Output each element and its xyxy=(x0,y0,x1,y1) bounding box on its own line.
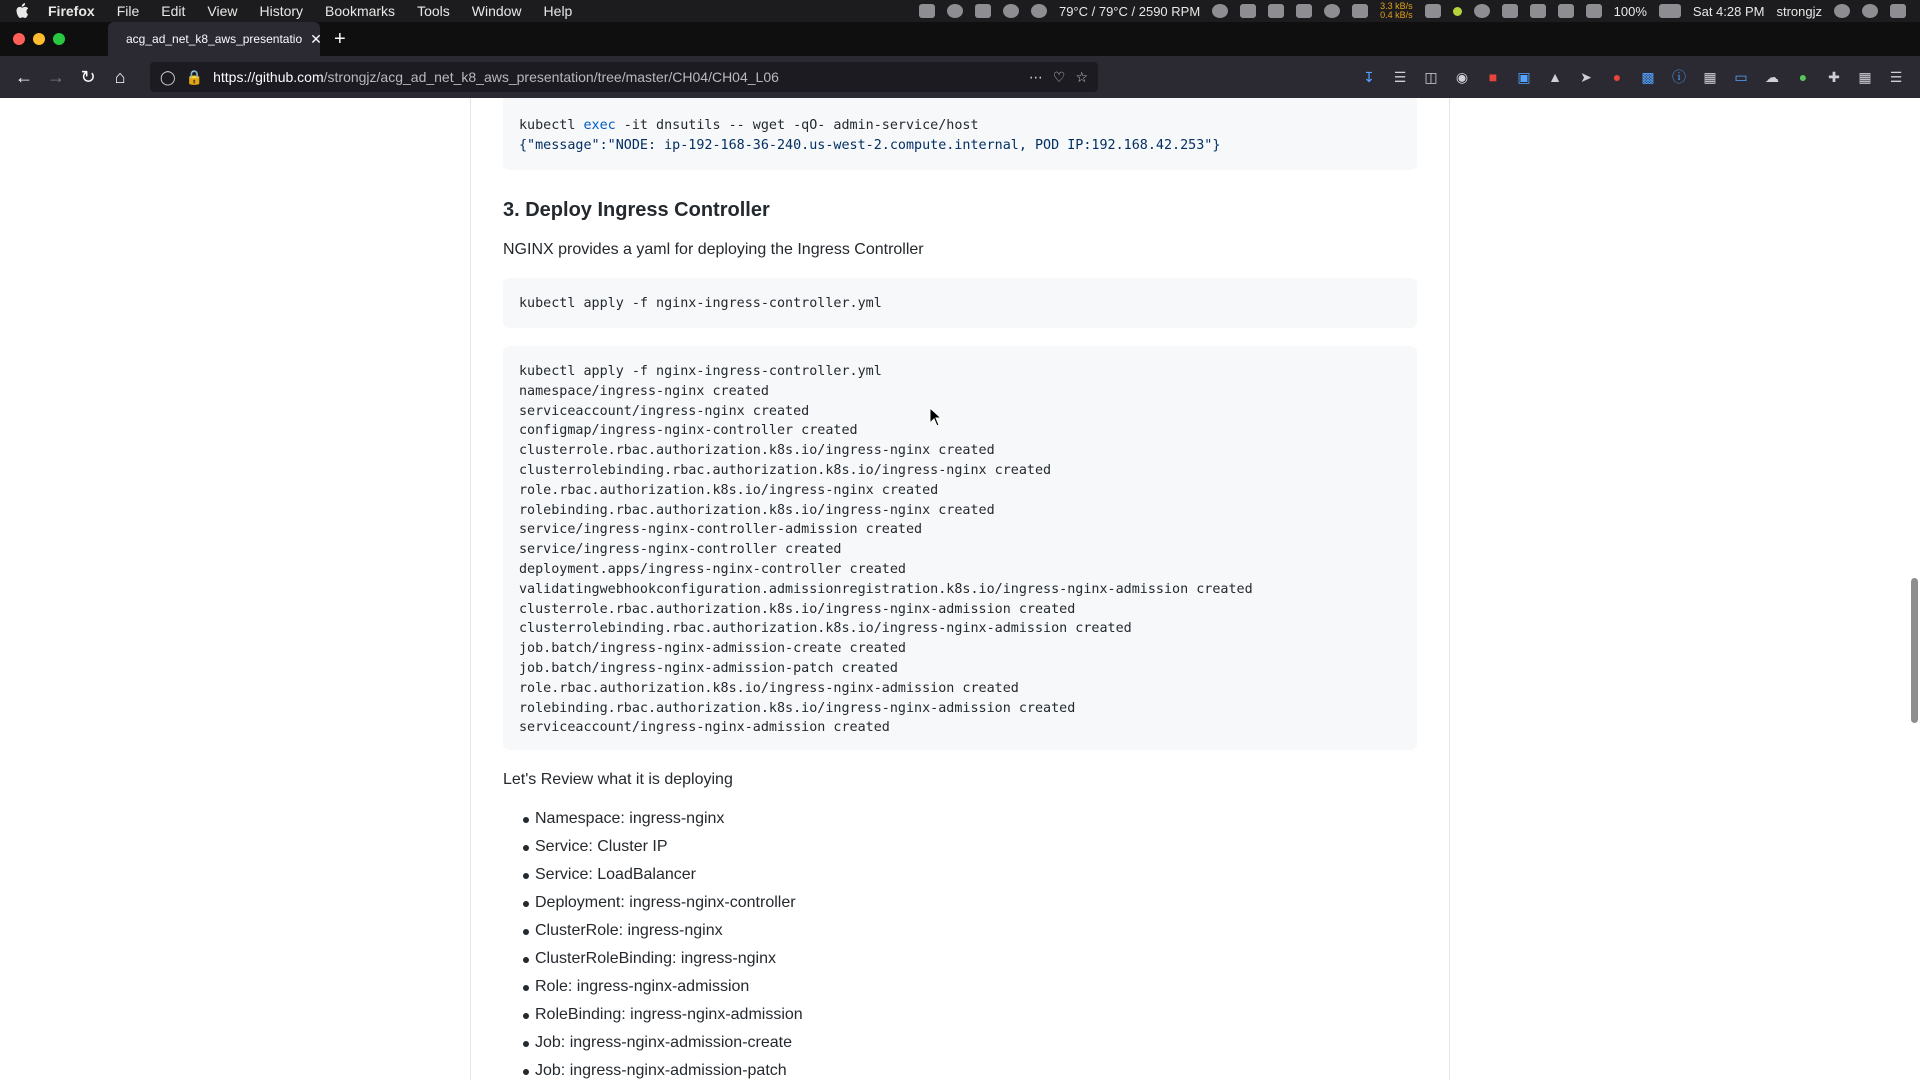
apply-command-block xyxy=(503,278,1417,328)
output-line: clusterrole.rbac.authorization.k8s.io/ingress-nginx-admission created xyxy=(519,601,1076,617)
list-item: Job: ingress-nginx-admission-patch xyxy=(503,1057,1417,1085)
extension-badge-icon[interactable]: ● xyxy=(1612,69,1622,85)
menu-window[interactable]: Window xyxy=(471,3,522,19)
window-controls xyxy=(0,33,100,45)
airplay-icon[interactable] xyxy=(1558,4,1574,18)
glasses-icon[interactable] xyxy=(1296,4,1312,18)
battery-icon[interactable] xyxy=(1659,4,1681,18)
new-tab-button[interactable]: + xyxy=(334,27,346,50)
list-item: Deployment: ingress-nginx-controller xyxy=(503,889,1417,917)
memory-bars-icon[interactable] xyxy=(1425,4,1441,18)
code-keyword: exec xyxy=(583,118,616,133)
fullscreen-window-icon[interactable] xyxy=(53,33,65,45)
back-arrow-icon[interactable]: ← xyxy=(15,66,33,87)
review-heading: Let's Review what it is deploying xyxy=(503,771,733,788)
cloud-sync-icon[interactable] xyxy=(1003,4,1019,18)
output-line: job.batch/ingress-nginx-admission-create created xyxy=(519,641,906,657)
forward-arrow-icon[interactable]: → xyxy=(47,66,65,87)
hand-icon[interactable] xyxy=(1352,4,1368,18)
volume-icon[interactable] xyxy=(1586,4,1602,18)
pocket-icon[interactable]: ♡ xyxy=(1052,68,1066,85)
code-output: {"message":"NODE: ip-192-168-36-240.us-west-2.compute.internal, POD IP:192.168.42.253"} xyxy=(519,137,1221,153)
bluetooth-icon[interactable] xyxy=(1502,4,1518,18)
list-item: Service: LoadBalancer xyxy=(503,861,1417,889)
bookmark-star-icon[interactable]: ☆ xyxy=(1075,68,1088,85)
extensions-menu-icon[interactable]: ▦ xyxy=(1858,68,1872,85)
list-item: Role: ingress-nginx-admission xyxy=(503,973,1417,1001)
url-host: https://github.com xyxy=(213,69,324,85)
tab-github-repo[interactable] xyxy=(108,22,320,56)
time-machine-icon[interactable] xyxy=(1474,4,1490,18)
output-line: job.batch/ingress-nginx-admission-patch created xyxy=(519,660,898,676)
wifi-icon[interactable] xyxy=(1530,4,1546,18)
temperature-readout[interactable]: 79°C / 79°C / 2590 RPM xyxy=(1058,3,1201,19)
navigation-bar xyxy=(0,56,1920,98)
page-viewport xyxy=(0,98,1920,1080)
url-bar[interactable] xyxy=(150,62,1098,92)
intro-paragraph: NGINX provides a yaml for deploying the Ingress Controller xyxy=(503,241,924,258)
list-item: RoleBinding: ingress-nginx-admission xyxy=(503,1001,1417,1029)
url-path: /strongjz/acg_ad_net_k8_aws_presentation/tree/master/CH04/CH04_L06 xyxy=(323,69,779,85)
home-icon[interactable]: ⌂ xyxy=(114,66,126,87)
extension-arrow-icon[interactable]: ➤ xyxy=(1580,68,1592,85)
network-download: 0.4 kB/s xyxy=(1380,10,1413,20)
close-tab-icon[interactable]: ✕ xyxy=(310,30,322,47)
extension-red-icon[interactable]: ■ xyxy=(1488,69,1498,85)
apply-output-block xyxy=(503,346,1417,750)
review-list xyxy=(503,805,1417,1085)
extension-translate-icon[interactable]: ▭ xyxy=(1734,68,1748,85)
extension-info-icon[interactable]: ⓘ xyxy=(1672,69,1686,85)
extension-s-icon[interactable]: ▣ xyxy=(1517,68,1531,85)
spotlight-search-icon[interactable] xyxy=(1834,4,1850,18)
hamburger-menu-icon[interactable]: ☰ xyxy=(1889,68,1903,85)
extension-cloud-icon[interactable]: ☁ xyxy=(1765,68,1779,85)
apple-logo-icon[interactable] xyxy=(14,3,30,19)
menubar-clock[interactable]: Sat 4:28 PM xyxy=(1692,3,1765,19)
moon-icon[interactable] xyxy=(1212,4,1228,18)
lock-icon[interactable]: 🔒 xyxy=(185,68,204,85)
menu-bookmarks[interactable]: Bookmarks xyxy=(325,3,396,19)
extension-chat-icon[interactable]: ▩ xyxy=(1641,68,1655,85)
output-line: clusterrole.rbac.authorization.k8s.io/ingress-nginx created xyxy=(519,443,995,459)
tab-title: acg_ad_net_k8_aws_presentatio xyxy=(126,32,303,46)
list-item: Service: Cluster IP xyxy=(503,833,1417,861)
output-line: serviceaccount/ingress-nginx-admission created xyxy=(519,720,890,736)
screen-record-icon[interactable] xyxy=(975,4,991,18)
list-item: ClusterRole: ingress-nginx xyxy=(503,917,1417,945)
wget-output-block xyxy=(503,98,1417,170)
menu-edit[interactable]: Edit xyxy=(161,3,186,19)
code-cmd-rest: -it dnsutils -- wget -qO- admin-service/host xyxy=(615,118,979,133)
sidebar-icon[interactable]: ◫ xyxy=(1424,68,1438,85)
output-line: configmap/ingress-nginx-controller created xyxy=(519,423,858,439)
library-icon[interactable]: ☰ xyxy=(1393,68,1407,85)
output-line: rolebinding.rbac.authorization.k8s.io/ingress-nginx created xyxy=(519,502,995,518)
plus-cross-icon[interactable] xyxy=(1268,4,1284,18)
output-line: deployment.apps/ingress-nginx-controller created xyxy=(519,561,906,577)
output-line: kubectl apply -f nginx-ingress-controller.yml xyxy=(519,364,882,379)
extension-green-icon[interactable]: ● xyxy=(1798,69,1808,85)
output-line: role.rbac.authorization.k8s.io/ingress-nginx-admission created xyxy=(519,680,1019,696)
network-upload: 3.3 kB/s xyxy=(1380,1,1413,11)
network-speed[interactable] xyxy=(1380,2,1413,20)
page-scrollbar[interactable] xyxy=(1908,98,1920,1080)
extension-puzzle-icon[interactable]: ✚ xyxy=(1828,68,1840,85)
menu-tools[interactable]: Tools xyxy=(417,3,450,19)
status-dot-icon[interactable] xyxy=(1453,7,1462,16)
close-window-icon[interactable] xyxy=(13,33,25,45)
list-item: ClusterRoleBinding: ingress-nginx xyxy=(503,945,1417,973)
output-line: clusterrolebinding.rbac.authorization.k8s.io/ingress-nginx created xyxy=(519,462,1052,478)
macos-menu-bar xyxy=(0,0,1920,22)
dropbox-icon[interactable] xyxy=(919,4,935,18)
list-item: Namespace: ingress-nginx xyxy=(503,805,1417,833)
output-line: service/ingress-nginx-controller-admission created xyxy=(519,522,923,538)
extension-grid-icon[interactable]: ▦ xyxy=(1703,68,1717,85)
menu-view[interactable]: View xyxy=(207,3,238,19)
section-heading: 3. Deploy Ingress Controller xyxy=(503,199,770,221)
output-line: rolebinding.rbac.authorization.k8s.io/ingress-nginx-admission created xyxy=(519,700,1076,716)
readme-article xyxy=(470,98,1450,1080)
battery-percent[interactable]: 100% xyxy=(1613,3,1647,19)
apply-command-code[interactable]: kubectl apply -f nginx-ingress-controller.yml xyxy=(503,278,1417,328)
globe-icon[interactable] xyxy=(1031,4,1047,18)
shield-icon[interactable]: ◯ xyxy=(160,68,176,85)
status-area xyxy=(919,2,1906,20)
code-cmd-prefix: kubectl xyxy=(519,118,584,133)
url-text[interactable] xyxy=(213,69,1019,85)
weather-cloud-icon[interactable] xyxy=(1324,4,1340,18)
output-line: serviceaccount/ingress-nginx created xyxy=(519,403,810,419)
menu-app-name[interactable]: Firefox xyxy=(48,3,95,19)
scrollbar-thumb[interactable] xyxy=(1911,578,1918,723)
minimize-window-icon[interactable] xyxy=(33,33,45,45)
tab-strip xyxy=(0,22,1920,56)
clock-app-icon[interactable] xyxy=(947,4,963,18)
downloads-icon[interactable]: ↧ xyxy=(1363,68,1375,85)
menu-help[interactable]: Help xyxy=(543,3,573,19)
siri-icon[interactable] xyxy=(1862,4,1878,18)
output-line: clusterrolebinding.rbac.authorization.k8s.io/ingress-nginx-admission created xyxy=(519,621,1132,637)
output-line: service/ingress-nginx-controller created xyxy=(519,542,842,558)
menu-history[interactable]: History xyxy=(259,3,304,19)
output-line: namespace/ingress-nginx created xyxy=(519,383,769,399)
chat-icon[interactable] xyxy=(1240,4,1256,18)
page-actions-icon[interactable]: ⋯ xyxy=(1028,68,1043,85)
reload-icon[interactable]: ↻ xyxy=(80,66,96,87)
extension-car-icon[interactable]: ▲ xyxy=(1548,69,1562,85)
list-item: Job: ingress-nginx-admission-create xyxy=(503,1029,1417,1057)
output-line: validatingwebhookconfiguration.admissionregistration.k8s.io/ingress-nginx-admission created xyxy=(519,581,1253,597)
menubar-user[interactable]: strongjz xyxy=(1776,3,1822,19)
notification-center-icon[interactable] xyxy=(1890,4,1906,18)
code-block[interactable] xyxy=(503,98,1417,170)
output-line: role.rbac.authorization.k8s.io/ingress-nginx created xyxy=(519,482,939,498)
apply-output-code[interactable] xyxy=(503,346,1417,750)
toolbar-extensions xyxy=(1359,67,1912,87)
account-icon[interactable]: ◉ xyxy=(1455,68,1469,85)
menu-file[interactable]: File xyxy=(116,3,140,19)
